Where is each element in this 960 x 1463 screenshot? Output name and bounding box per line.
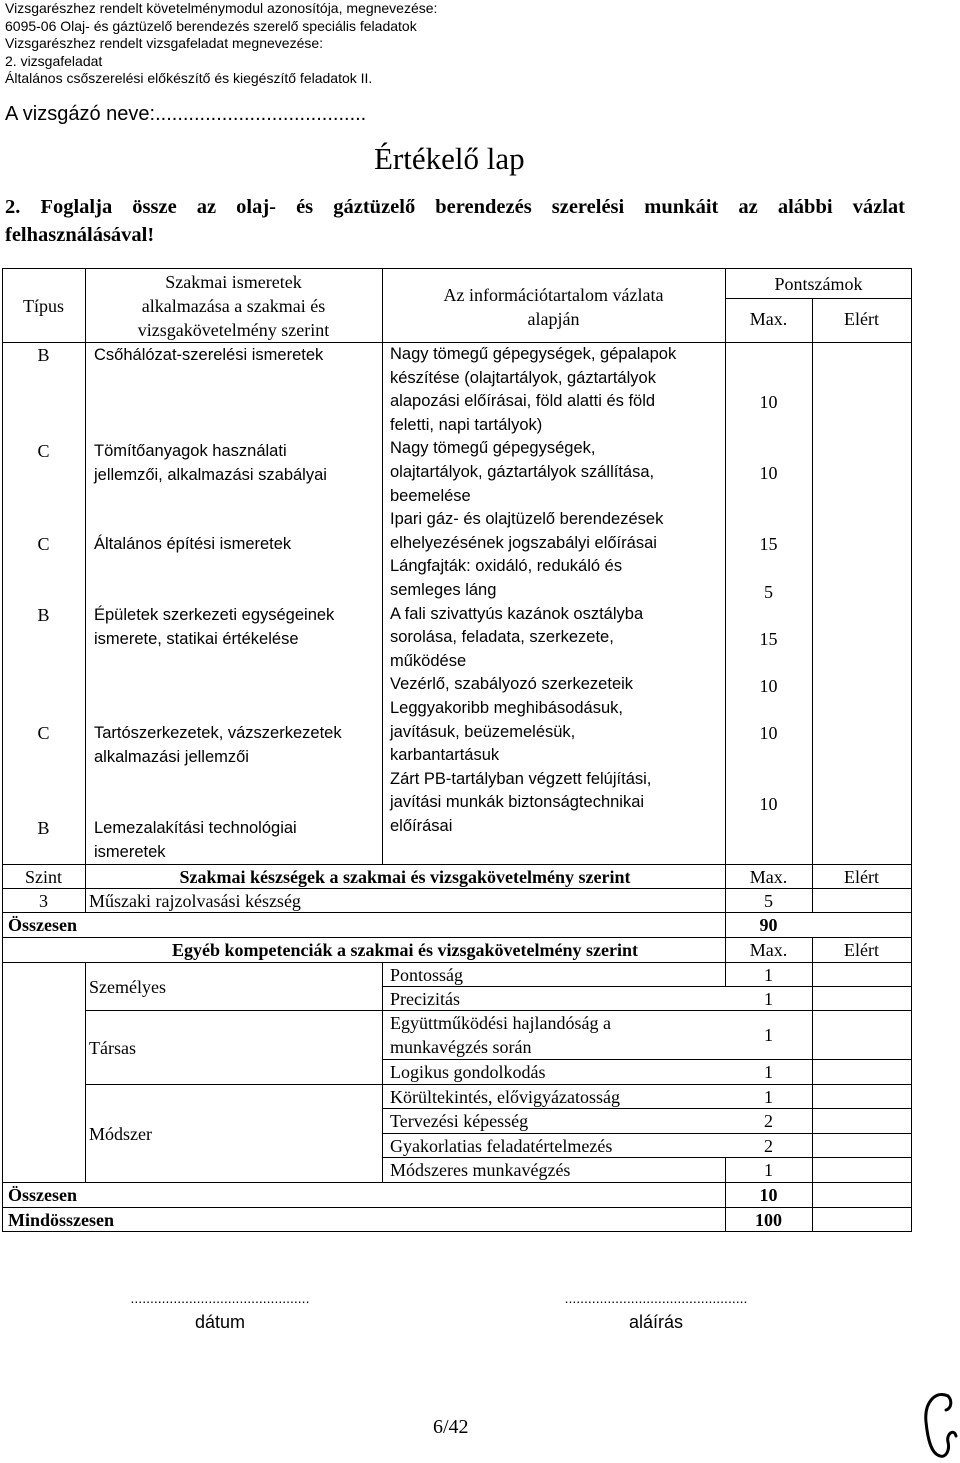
competency-max: 2 (764, 1111, 773, 1131)
signature-field: ............................................... aláírás (564, 1290, 748, 1332)
column-header-info: Az információtartalom vázlata alapján (443, 285, 664, 329)
page-title: Értékelő lap (374, 141, 525, 176)
header-line: 6095-06 Olaj- és gáztüzelő berendezés szerelő speciális feladatok (5, 17, 417, 34)
skills-header: Szakmai készségek a szakmai és vizsgakövetelmény szerint (179, 867, 631, 887)
divider (85, 962, 86, 1182)
skills-achieved-header: Elért (844, 867, 879, 887)
divider (725, 298, 912, 299)
divider (382, 962, 383, 1182)
max-points: 10 (759, 463, 778, 483)
subtotal-label: Összesen (8, 915, 77, 935)
skills-max-header: Max. (749, 867, 788, 887)
competency-name: Tervezési képesség (390, 1111, 529, 1131)
competencies-achieved-header: Elért (844, 940, 879, 960)
table-border-left (2, 268, 3, 1232)
competencies-header: Egyéb kompetenciák a szakmai és vizsgakövetelmény szerint (172, 940, 638, 960)
skill-level: 3 (39, 891, 48, 911)
task-description-cont: felhasználásával! (5, 224, 155, 246)
divider (382, 268, 383, 864)
header-line: Vizsgarészhez rendelt követelménymodul azonosítója, megnevezése: (5, 0, 438, 16)
type-cell: B (37, 818, 50, 838)
page-number: 6/42 (433, 1416, 469, 1438)
competency-max: 1 (764, 1062, 773, 1082)
column-header-max: Max. (749, 309, 788, 329)
level-header: Szint (24, 867, 62, 887)
column-header-knowledge: Szakmai ismeretek alkalmazása a szakmai és vizsgakövetelmény szerint (137, 272, 330, 340)
column-header-achieved: Elért (844, 309, 879, 329)
max-points: 10 (759, 723, 778, 743)
knowledge-cell: Általános építési ismeretek (94, 535, 292, 553)
handwritten-signature (918, 1388, 958, 1460)
competency-name: Logikus gondolkodás (390, 1062, 546, 1082)
competencies-max-header: Max. (749, 940, 788, 960)
competency-name: Együttműködési hajlandóság a munkavégzés során (390, 1013, 611, 1057)
header-line: Vizsgarészhez rendelt vizsgafeladat megnevezése: (5, 35, 324, 51)
competency-name: Precizitás (390, 989, 460, 1009)
header-line: Általános csőszerelési előkészítő és kiegészítő feladatok II. (5, 70, 373, 86)
competency-group: Személyes (89, 977, 166, 997)
competency-name: Körültekintés, elővigyázatosság (390, 1087, 620, 1107)
competency-max: 1 (764, 1087, 773, 1107)
competency-group: Társas (89, 1038, 136, 1058)
total-value: 10 (759, 1185, 778, 1205)
examinee-name-field: A vizsgázó neve:...................................... (5, 103, 367, 125)
info-content: Nagy tömegű gépegységek, gépalapok készítése (olajtartályok, gáztartályok alapozási előírásai, föld alatti és föld feletti, napi tartályok) Nagy tömegű gépegységek, olajtartályok, gáztartályok szállítása, beemelése Ipari gáz- és olajtüzelő berendezések elhelyezésének jogszabályi előírásai Lángfajták: oxidáló, redukáló és semleges láng A fali szivattyús kazánok osztályba sorolása, feladata, szerkezete, működése Vezérlő, szabályozó szerkezeteik Leggyakoribb meghibásodásuk, javításuk, beüzemelésük, karbantartásuk Zárt PB-tartályban végzett felújítási, javítási munkák biztonságtechnikai előírásai (390, 345, 677, 835)
divider (812, 298, 813, 864)
competency-max: 1 (764, 1160, 773, 1180)
type-cell: C (37, 534, 50, 554)
competency-max: 1 (764, 1025, 773, 1045)
competency-max: 2 (764, 1136, 773, 1156)
type-cell: B (37, 345, 50, 365)
date-field: .............................................. dátum (130, 1290, 310, 1332)
competency-name: Módszeres munkavégzés (390, 1160, 571, 1180)
competency-max: 1 (764, 965, 773, 985)
knowledge-cell: Tartószerkezetek, vázszerkezetek alkalmazási jellemzői (94, 724, 342, 766)
max-points: 15 (759, 629, 778, 649)
knowledge-cell: Lemezalakítási technológiai ismeretek (94, 819, 297, 861)
task-description: 2. Foglalja össze az olaj- és gáztüzelő berendezés szerelési munkáit az alábbi vázlat (5, 196, 905, 218)
subtotal-value: 90 (759, 915, 778, 935)
max-points: 10 (759, 392, 778, 412)
competency-name: Gyakorlatias feladatértelmezés (390, 1136, 613, 1156)
divider (85, 268, 86, 864)
max-points: 10 (759, 794, 778, 814)
column-header-points: Pontszámok (774, 274, 863, 294)
max-points: 15 (759, 534, 778, 554)
type-cell: B (37, 605, 50, 625)
knowledge-cell: Tömítőanyagok használati jellemzői, alkalmazási szabályai (94, 442, 327, 484)
skill-name: Műszaki rajzolvasási készség (89, 891, 301, 911)
table-border-top (2, 268, 912, 269)
type-cell: C (37, 441, 50, 461)
table-border-right (911, 268, 912, 1232)
document-header (5, 0, 437, 88)
max-points: 10 (759, 676, 778, 696)
knowledge-cell: Csőhálózat-szerelési ismeretek (94, 346, 324, 364)
skill-max: 5 (764, 891, 773, 911)
knowledge-cell: Épületek szerkezeti egységeinek ismerete, statikai értékelése (94, 606, 335, 648)
column-header-type: Típus (22, 296, 64, 316)
total-label: Összesen (8, 1185, 77, 1205)
header-line: 2. vizsgafeladat (5, 52, 103, 69)
grand-total-label: Mindösszesen (8, 1210, 115, 1230)
competency-max: 1 (764, 989, 773, 1009)
type-cell: C (37, 723, 50, 743)
competency-name: Pontosság (390, 965, 464, 985)
max-points: 5 (764, 582, 773, 602)
competency-group: Módszer (89, 1124, 152, 1144)
grand-total-value: 100 (755, 1210, 782, 1230)
